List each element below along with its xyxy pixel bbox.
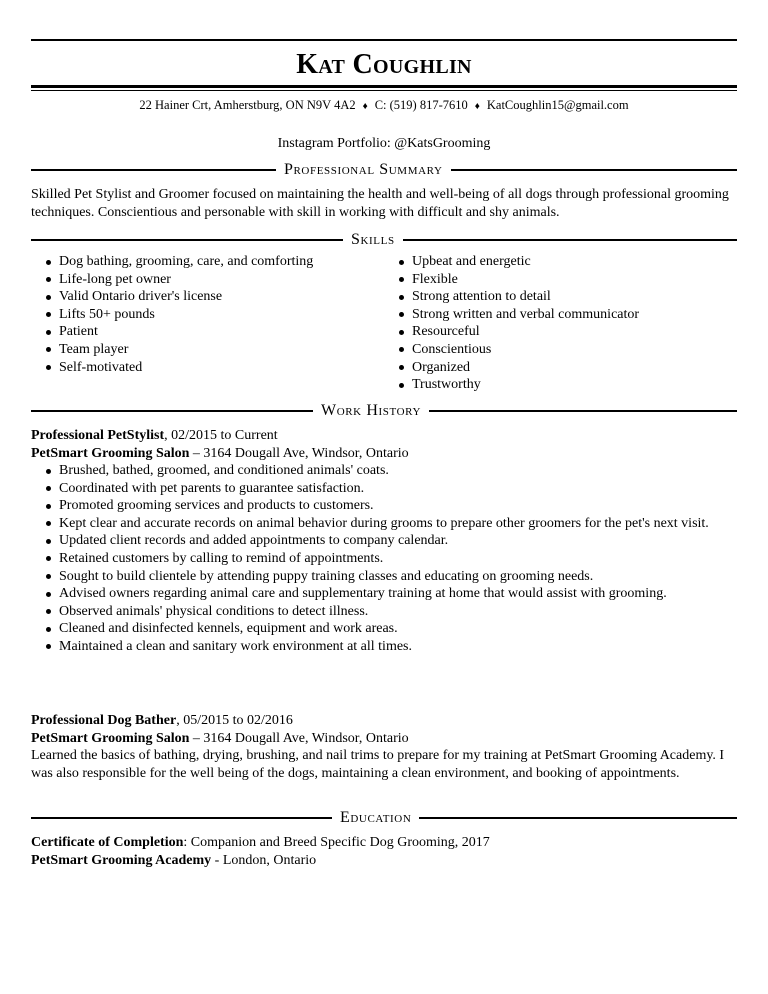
skills-title: Skills <box>343 231 403 249</box>
job-duty: Brushed, bathed, groomed, and conditioned animals' coats. <box>31 462 731 480</box>
email: KatCoughlin15@gmail.com <box>486 98 629 112</box>
skill-item: Self-motivated <box>31 359 371 377</box>
job-location: – 3164 Dougall Ave, Windsor, Ontario <box>189 730 409 746</box>
skill-item: Trustworthy <box>384 376 734 394</box>
degree: Certificate of Completion <box>31 835 184 850</box>
job-duty: Retained customers by calling to remind of appointments. <box>31 550 731 568</box>
summary-title: Professional Summary <box>276 161 451 179</box>
job-company-line <box>31 445 409 463</box>
job-company: PetSmart Grooming Salon <box>31 730 190 746</box>
job-title-line <box>31 712 293 730</box>
school: PetSmart Grooming Academy <box>31 852 212 868</box>
skill-item: Valid Ontario driver's license <box>31 288 371 306</box>
skill-item: Resourceful <box>384 323 734 341</box>
summary-text: Skilled Pet Stylist and Groomer focused on maintaining the health and well-being of all dogs through professional grooming techniques. Conscientious and personable with skill in working with difficult and shy animals. <box>31 187 729 220</box>
job-role: Professional PetStylist <box>31 428 165 443</box>
phone: C: (519) 817-7610 <box>374 98 468 112</box>
job-dates: , 05/2015 to 02/2016 <box>176 713 293 728</box>
education-degree-line <box>31 834 490 852</box>
skill-item: Team player <box>31 341 371 359</box>
skills-list-left <box>31 253 371 376</box>
skill-item: Conscientious <box>384 341 734 359</box>
separator-diamond-icon: ♦ <box>362 101 368 112</box>
job-duty: Observed animals' physical conditions to detect illness. <box>31 603 731 621</box>
contact-line <box>0 97 768 115</box>
name-rule-thin <box>31 90 737 91</box>
skill-item: Dog bathing, grooming, care, and comforting <box>31 253 371 271</box>
skill-item: Upbeat and energetic <box>384 253 734 271</box>
job-duty: Kept clear and accurate records on animal behavior during grooms to prepare other groomers for the pet's next visit. <box>31 515 731 533</box>
address: 22 Hainer Crt, Amherstburg, ON N9V 4A2 <box>139 98 356 112</box>
education-school-line <box>31 852 316 870</box>
job-duty: Promoted grooming services and products to customers. <box>31 497 731 515</box>
job-company: PetSmart Grooming Salon <box>31 445 190 461</box>
work-title: Work History <box>313 402 429 420</box>
job-description: Learned the basics of bathing, drying, brushing, and nail trims to prepare for my training at PetSmart Grooming Academy. I was also responsible for the well being of the dogs, maintaining a clean environment, and booking of appointments. <box>31 748 725 781</box>
top-rule <box>31 39 737 41</box>
skill-item: Life-long pet owner <box>31 271 371 289</box>
job-role: Professional Dog Bather <box>31 713 177 728</box>
portfolio-line: Instagram Portfolio: @KatsGrooming <box>277 136 491 151</box>
job-dates: , 02/2015 to Current <box>164 428 278 443</box>
candidate-name: Kat Coughlin <box>296 49 472 80</box>
skill-item: Strong written and verbal communicator <box>384 306 734 324</box>
job-duty: Cleaned and disinfected kennels, equipment and work areas. <box>31 620 731 638</box>
skill-item: Organized <box>384 359 734 377</box>
degree-field: : Companion and Breed Specific Dog Grooming, 2017 <box>183 835 490 850</box>
skill-item: Strong attention to detail <box>384 288 734 306</box>
job-duty: Sought to build clientele by attending puppy training classes and educating on grooming needs. <box>31 568 731 586</box>
job-duty: Coordinated with pet parents to guarantee satisfaction. <box>31 480 731 498</box>
school-location: - London, Ontario <box>211 852 317 868</box>
name-rule-thick <box>31 85 737 88</box>
education-title: Education <box>332 809 419 827</box>
skill-item: Lifts 50+ pounds <box>31 306 371 324</box>
job-location: – 3164 Dougall Ave, Windsor, Ontario <box>189 445 409 461</box>
job-duty: Advised owners regarding animal care and supplementary training at home that would assist with grooming. <box>31 585 731 603</box>
skills-list-right <box>384 253 734 394</box>
separator-diamond-icon: ♦ <box>474 101 480 112</box>
job-duties-list <box>31 462 731 656</box>
job-duty: Updated client records and added appointments to company calendar. <box>31 532 731 550</box>
skill-item: Patient <box>31 323 371 341</box>
skill-item: Flexible <box>384 271 734 289</box>
job-company-line <box>31 730 409 748</box>
job-title-line <box>31 427 278 445</box>
job-duty: Maintained a clean and sanitary work environment at all times. <box>31 638 731 656</box>
